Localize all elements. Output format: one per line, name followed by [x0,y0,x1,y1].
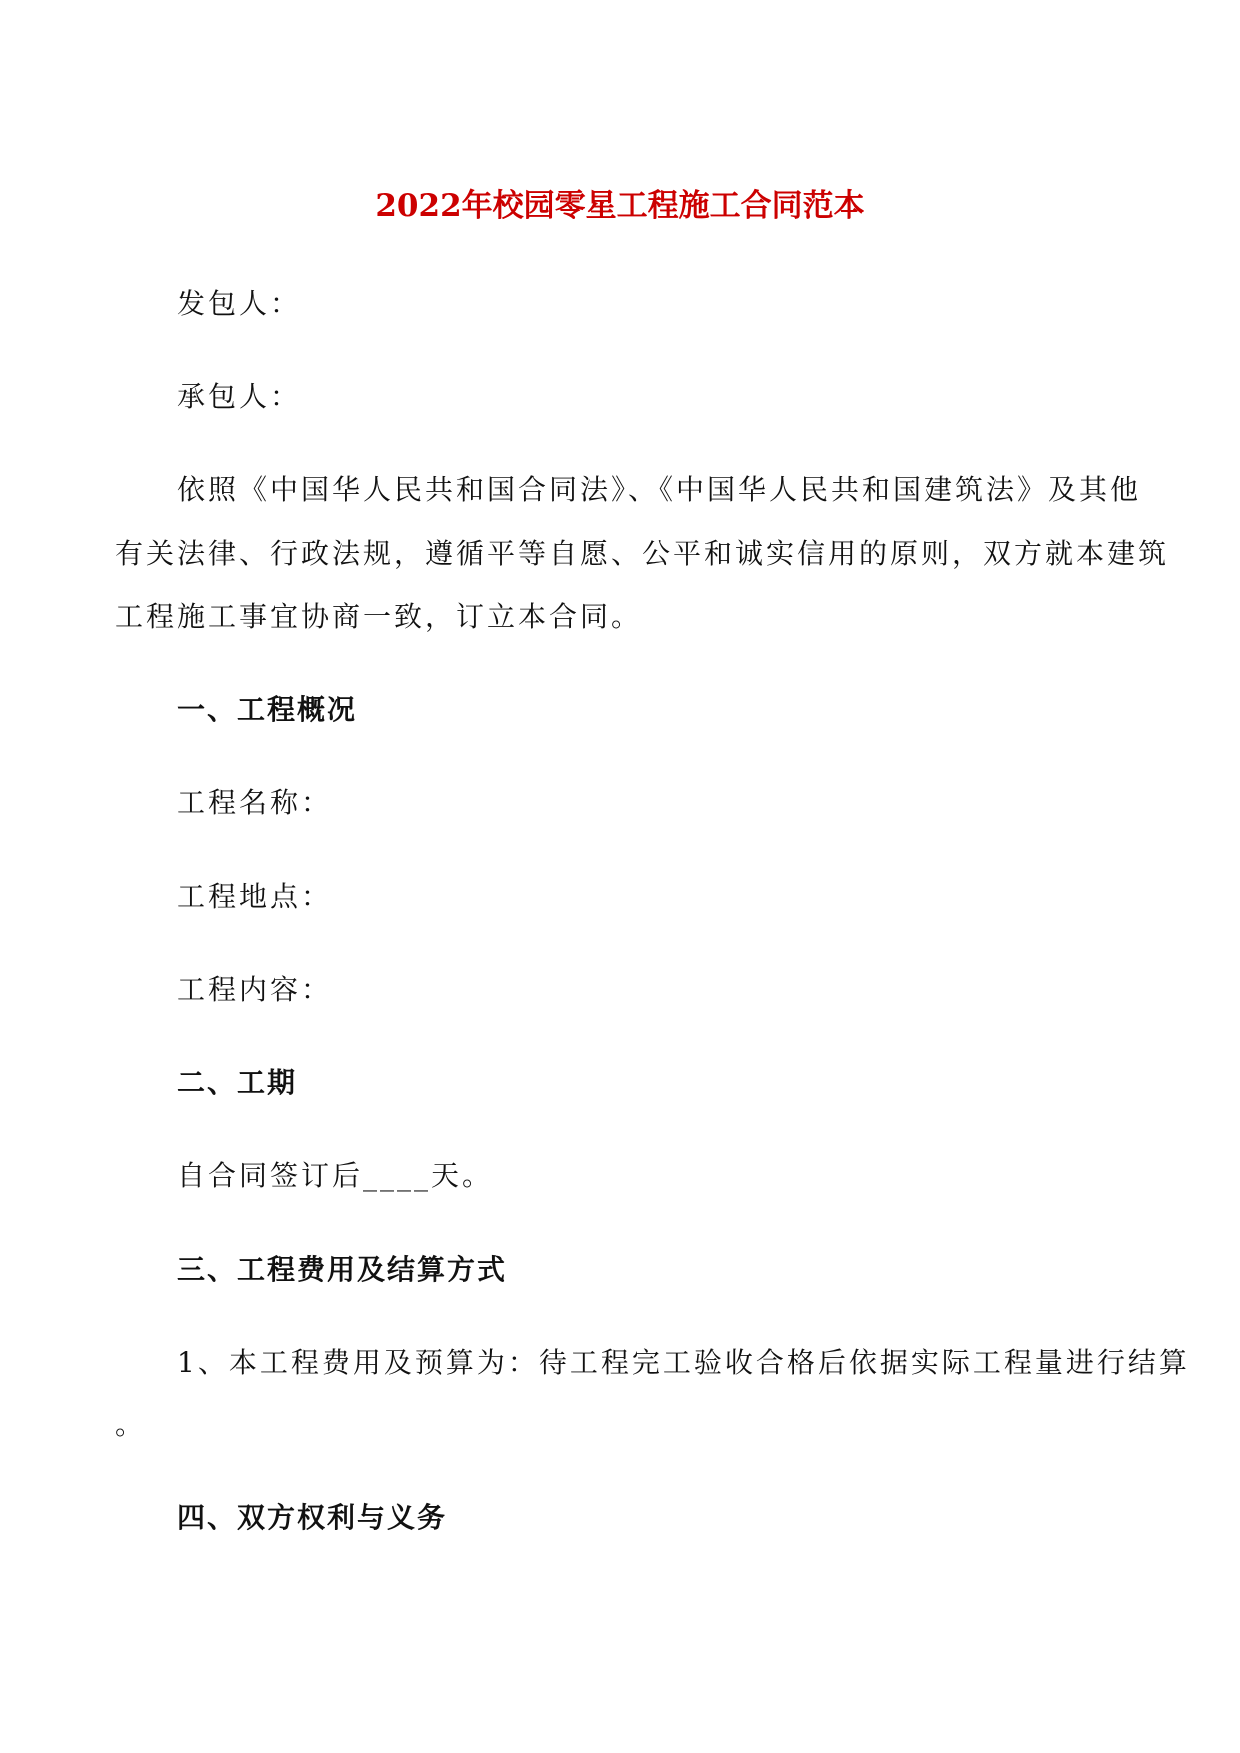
party-a-label: 发包人： [177,287,302,320]
section-3-item-1-line-1: 1、本工程费用及预算为：待工程完工验收合格后依据实际工程量进行结算 [177,1346,1190,1379]
section-3-item-1-line-2: 。 [115,1408,147,1441]
preamble-line-3: 工程施工事宜协商一致，订立本合同。 [115,600,643,633]
project-location-label: 工程地点： [177,880,333,913]
party-b-label: 承包人： [177,380,302,413]
preamble-line-1: 依照《中国华人民共和国合同法》、《中国华人民共和国建筑法》及其他 [177,473,1142,506]
project-name-label: 工程名称： [177,786,333,819]
section-2-heading: 二、工期 [177,1066,298,1099]
preamble-line-2: 有关法律、行政法规，遵循平等自愿、公平和诚实信用的原则，双方就本建筑 [115,537,1170,570]
section-4-heading: 四、双方权利与义务 [177,1501,448,1534]
section-1-heading: 一、工程概况 [177,693,358,726]
document-title: 2022年校园零星工程施工合同范本 [375,188,865,224]
construction-term-text: 自合同签订后____天。 [177,1159,494,1192]
section-3-heading: 三、工程费用及结算方式 [177,1253,508,1286]
project-content-label: 工程内容： [177,973,333,1006]
